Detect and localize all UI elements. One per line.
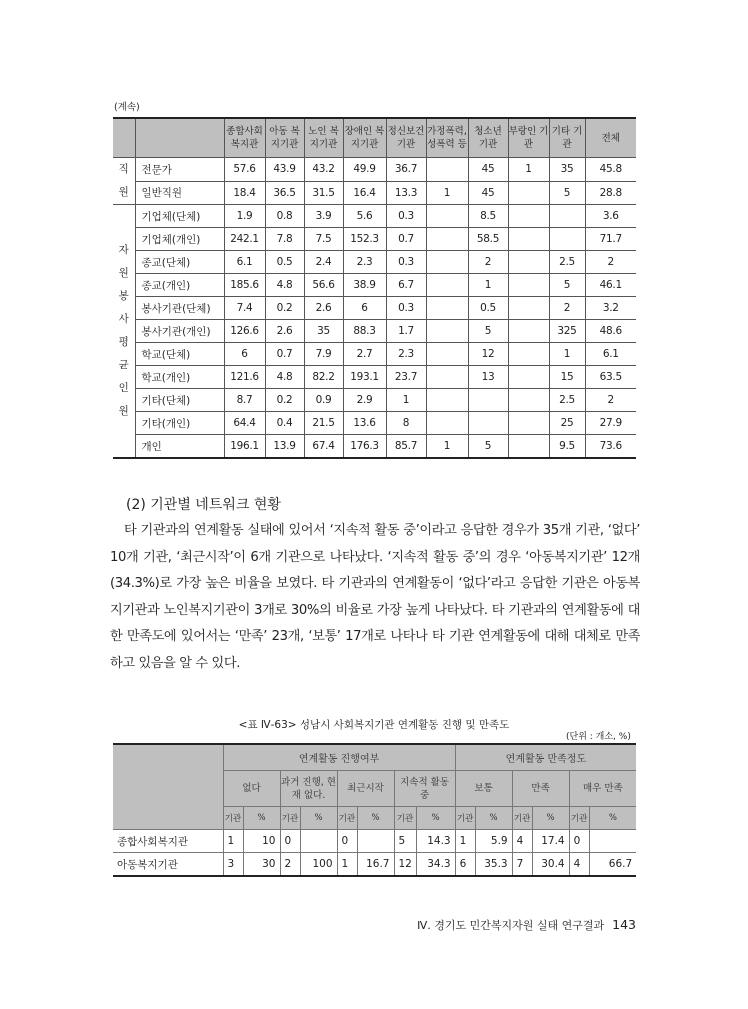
table-cell: 30.4: [532, 853, 569, 877]
footer-chapter: Ⅳ. 경기도 민간복지자원 실태 연구결과: [417, 919, 605, 932]
table-cell: 2.4: [304, 251, 343, 274]
table-cell: 1: [426, 435, 468, 459]
table-cell: 193.1: [343, 366, 386, 389]
table-cell: 0.7: [265, 343, 304, 366]
table-cell: 1: [386, 389, 426, 412]
table-cell: 0: [569, 830, 589, 853]
table-row: [113, 158, 636, 182]
table-row: [113, 343, 636, 366]
group-label: 자원봉사평균인원: [118, 244, 129, 417]
page-number: 143: [612, 917, 636, 932]
table-cell: [426, 343, 468, 366]
table-cell: 126.6: [224, 320, 265, 343]
table-cell: 45: [468, 181, 508, 205]
sub-header: 지속적 활동 중: [394, 771, 455, 807]
table-cell: 12: [394, 853, 416, 877]
group-label: 직원: [118, 163, 129, 198]
table-cell: 1: [337, 853, 357, 877]
row-label: 일반직원: [135, 181, 224, 205]
table-row: [113, 297, 636, 320]
column-header: 아동 복지기관: [265, 118, 304, 158]
table-cell: 121.6: [224, 366, 265, 389]
table-cell: 45: [468, 158, 508, 182]
table-cell: 45.8: [585, 158, 636, 182]
table-cell: 325: [549, 320, 585, 343]
network-satisfaction-table: [113, 743, 636, 877]
table-cell: 35.3: [475, 853, 512, 877]
table-cell: [508, 297, 549, 320]
table-cell: [426, 320, 468, 343]
table-row: [113, 205, 636, 228]
sub-header: 최근시작: [337, 771, 394, 807]
table-cell: 15: [549, 366, 585, 389]
table-cell: 88.3: [343, 320, 386, 343]
table-cell: 3.6: [585, 205, 636, 228]
table-cell: 31.5: [304, 181, 343, 205]
row-label: 학교(개인): [135, 366, 224, 389]
unit-header: %: [243, 807, 280, 830]
table-row: [113, 830, 636, 853]
table-cell: 2.6: [304, 297, 343, 320]
table-cell: 1: [455, 830, 475, 853]
row-label: 기업체(개인): [135, 228, 224, 251]
table-cell: 66.7: [589, 853, 636, 877]
unit-header: %: [589, 807, 636, 830]
table-cell: 23.7: [386, 366, 426, 389]
table-cell: 176.3: [343, 435, 386, 459]
table-cell: 5.6: [343, 205, 386, 228]
table-row: [113, 412, 636, 435]
unit-header: 기관: [569, 807, 589, 830]
table-cell: 6.1: [224, 251, 265, 274]
table-cell: 7: [512, 853, 532, 877]
table-cell: 1: [223, 830, 243, 853]
table-cell: [508, 435, 549, 459]
table-cell: 100: [300, 853, 337, 877]
table-cell: 73.6: [585, 435, 636, 459]
table-cell: 9.5: [549, 435, 585, 459]
table-cell: 242.1: [224, 228, 265, 251]
table-cell: 0.5: [468, 297, 508, 320]
table-cell: [426, 412, 468, 435]
table-cell: 0.3: [386, 205, 426, 228]
table-cell: [508, 181, 549, 205]
table-cell: 1: [468, 274, 508, 297]
column-header: 전체: [585, 118, 636, 158]
table-cell: 14.3: [416, 830, 455, 853]
table-cell: [508, 412, 549, 435]
unit-header: %: [357, 807, 394, 830]
table-cell: 16.4: [343, 181, 386, 205]
table-cell: 43.9: [265, 158, 304, 182]
table-row: [113, 274, 636, 297]
row-label: 학교(단체): [135, 343, 224, 366]
table-cell: [508, 389, 549, 412]
table-cell: 6: [224, 343, 265, 366]
table-cell: 1.9: [224, 205, 265, 228]
column-header: 정신보건 기관: [386, 118, 426, 158]
table-cell: 35: [549, 158, 585, 182]
table-cell: 49.9: [343, 158, 386, 182]
row-label: 봉사기관(단체): [135, 297, 224, 320]
table-cell: 0.2: [265, 389, 304, 412]
table-cell: 48.6: [585, 320, 636, 343]
header-corner: [135, 118, 224, 158]
table-row: [113, 251, 636, 274]
table-cell: 8.7: [224, 389, 265, 412]
table-cell: 5.9: [475, 830, 512, 853]
table-cell: 2: [280, 853, 300, 877]
table-row: [113, 366, 636, 389]
group-label-cell: [113, 158, 135, 205]
table-cell: [468, 412, 508, 435]
table-cell: [508, 205, 549, 228]
table-cell: [468, 389, 508, 412]
table-cell: [426, 228, 468, 251]
table-row: [113, 228, 636, 251]
table-cell: 4: [569, 853, 589, 877]
table-row: [113, 435, 636, 459]
table-cell: 0.3: [386, 297, 426, 320]
table-cell: 185.6: [224, 274, 265, 297]
group-header: 연계활동 만족정도: [455, 744, 636, 771]
table-cell: [589, 830, 636, 853]
table-cell: 34.3: [416, 853, 455, 877]
table-cell: 6.1: [585, 343, 636, 366]
table-cell: 8.5: [468, 205, 508, 228]
column-header: 종합사회 복지관: [224, 118, 265, 158]
table-cell: 1: [549, 343, 585, 366]
table-row: [113, 181, 636, 205]
table-cell: 6: [343, 297, 386, 320]
table-cell: 36.7: [386, 158, 426, 182]
paragraph-text: 타 기관과의 연계활동 실태에 있어서 ‘지속적 활동 중’이라고 응답한 경우가 35개 기관, ‘없다’ 10개 기관, ‘최근시작’이 6개 기관으로 나타났다. ‘지속적 활동 중’의 경우 ‘아동복지기관’ 12개(34.3%)로 가장 높은 비율을 보였다. 타 기관과의 연계활동이 ‘없다’라고 응답한 기관은 아동복지기관과 노인복지기관이 3개로 30%의 비율로 가장 높게 나타났다. 타 기관과의 연계활동에 대한 만족도에 있어서는 ‘만족’ 23개, ‘보통’ 17개로 나타나 타 기관 연계활동에 대해 대체로 만족하고 있음을 알 수 있다.: [110, 523, 640, 671]
table-cell: 82.2: [304, 366, 343, 389]
table-cell: 43.2: [304, 158, 343, 182]
table-cell: [426, 158, 468, 182]
table-cell: 2: [585, 251, 636, 274]
row-label: 전문가: [135, 158, 224, 182]
table-cell: 7.9: [304, 343, 343, 366]
table-row: [113, 853, 636, 877]
sub-header: 과거 진행, 현재 없다.: [280, 771, 337, 807]
table-unit: (단위 : 개소, %): [566, 732, 631, 742]
table-cell: [300, 830, 337, 853]
row-label: 종합사회복지관: [113, 830, 223, 853]
table-cell: 152.3: [343, 228, 386, 251]
unit-header: %: [475, 807, 512, 830]
table-cell: 1.7: [386, 320, 426, 343]
table-cell: 63.5: [585, 366, 636, 389]
table-cell: [426, 274, 468, 297]
column-header: 장애인 복지기관: [343, 118, 386, 158]
table-cell: 2.9: [343, 389, 386, 412]
table-cell: 2.7: [343, 343, 386, 366]
table-cell: [508, 320, 549, 343]
table-cell: 2.3: [386, 343, 426, 366]
sub-header: 매우 만족: [569, 771, 636, 807]
table-cell: 56.6: [304, 274, 343, 297]
table-cell: 196.1: [224, 435, 265, 459]
header-corner: [113, 744, 223, 830]
unit-header: 기관: [455, 807, 475, 830]
table-cell: 13.3: [386, 181, 426, 205]
table-cell: 5: [549, 274, 585, 297]
sub-header: 보통: [455, 771, 512, 807]
table-cell: 5: [468, 435, 508, 459]
table-cell: 1: [426, 181, 468, 205]
table-cell: 5: [549, 181, 585, 205]
table-cell: 2.3: [343, 251, 386, 274]
table-caption: <표 Ⅳ-63> 성남시 사회복지기관 연계활동 진행 및 만족도: [238, 719, 510, 731]
table-cell: 2.5: [549, 389, 585, 412]
table-cell: 64.4: [224, 412, 265, 435]
column-header: 부랑인 기관: [508, 118, 549, 158]
table-cell: [426, 389, 468, 412]
table-cell: [426, 366, 468, 389]
table-cell: 2.5: [549, 251, 585, 274]
table-cell: 12: [468, 343, 508, 366]
table-cell: 21.5: [304, 412, 343, 435]
table-cell: 27.9: [585, 412, 636, 435]
sub-header: 없다: [223, 771, 280, 807]
table-cell: 3: [223, 853, 243, 877]
table-cell: 0: [280, 830, 300, 853]
table-cell: 4.8: [265, 274, 304, 297]
table-cell: 36.5: [265, 181, 304, 205]
unit-header: 기관: [394, 807, 416, 830]
table-cell: 7.8: [265, 228, 304, 251]
table-cell: 0.9: [304, 389, 343, 412]
column-header: 가정폭력, 성폭력 등: [426, 118, 468, 158]
table-cell: [426, 297, 468, 320]
table-cell: 38.9: [343, 274, 386, 297]
table-row: [113, 320, 636, 343]
table-header-row: [113, 118, 636, 158]
table-cell: 0.3: [386, 251, 426, 274]
column-header: 청소년 기관: [468, 118, 508, 158]
table-cell: 10: [243, 830, 280, 853]
table-cell: [549, 205, 585, 228]
table-cell: [508, 343, 549, 366]
table-cell: [508, 228, 549, 251]
unit-header: %: [532, 807, 569, 830]
unit-header: 기관: [512, 807, 532, 830]
table-cell: 0: [337, 830, 357, 853]
row-label: 개인: [135, 435, 224, 459]
unit-header: 기관: [223, 807, 243, 830]
table-cell: [508, 274, 549, 297]
table-cell: [426, 205, 468, 228]
unit-header: %: [300, 807, 337, 830]
row-label: 종교(단체): [135, 251, 224, 274]
table-cell: 4: [512, 830, 532, 853]
sub-header: 만족: [512, 771, 569, 807]
table-cell: 0.8: [265, 205, 304, 228]
column-header: 기타 기관: [549, 118, 585, 158]
table-cell: 3.2: [585, 297, 636, 320]
table-cell: 4.8: [265, 366, 304, 389]
group-label-cell: [113, 205, 135, 459]
table-cell: 71.7: [585, 228, 636, 251]
table-cell: 8: [386, 412, 426, 435]
table-cell: [426, 251, 468, 274]
table-cell: 85.7: [386, 435, 426, 459]
row-label: 기타(개인): [135, 412, 224, 435]
table-cell: 2: [585, 389, 636, 412]
table-cell: 28.8: [585, 181, 636, 205]
table-cell: 5: [468, 320, 508, 343]
header-corner: [113, 118, 135, 158]
table-cell: 0.2: [265, 297, 304, 320]
row-label: 봉사기관(개인): [135, 320, 224, 343]
unit-header: 기관: [337, 807, 357, 830]
continued-label: (계속): [114, 102, 140, 113]
table-cell: 1: [508, 158, 549, 182]
group-header: 연계활동 진행여부: [223, 744, 455, 771]
table-row: [113, 389, 636, 412]
table-cell: 13: [468, 366, 508, 389]
table-cell: 7.5: [304, 228, 343, 251]
table-cell: 13.6: [343, 412, 386, 435]
row-label: 기업체(단체): [135, 205, 224, 228]
table-cell: 35: [304, 320, 343, 343]
section-title: (2) 기관별 네트워크 현황: [126, 497, 281, 513]
table-header-row: [113, 744, 636, 771]
row-label: 아동복지기관: [113, 853, 223, 877]
unit-header: 기관: [280, 807, 300, 830]
table-cell: 18.4: [224, 181, 265, 205]
table-cell: 13.9: [265, 435, 304, 459]
volunteer-staff-table: [113, 117, 636, 459]
table-cell: 6.7: [386, 274, 426, 297]
page-footer: [417, 917, 636, 933]
table-cell: [549, 228, 585, 251]
table-cell: [508, 366, 549, 389]
column-header: 노인 복지기관: [304, 118, 343, 158]
table-cell: 67.4: [304, 435, 343, 459]
row-label: 종교(개인): [135, 274, 224, 297]
table-cell: 5: [394, 830, 416, 853]
row-label: 기타(단체): [135, 389, 224, 412]
table-cell: 2.6: [265, 320, 304, 343]
body-paragraph: [110, 518, 640, 677]
table-cell: 30: [243, 853, 280, 877]
table-cell: 3.9: [304, 205, 343, 228]
table-cell: 17.4: [532, 830, 569, 853]
table-cell: 25: [549, 412, 585, 435]
unit-header: %: [416, 807, 455, 830]
table-cell: 0.5: [265, 251, 304, 274]
table-cell: 2: [549, 297, 585, 320]
table-cell: 6: [455, 853, 475, 877]
table-cell: 58.5: [468, 228, 508, 251]
table-cell: 2: [468, 251, 508, 274]
table-cell: 0.7: [386, 228, 426, 251]
table-cell: [357, 830, 394, 853]
table-cell: 0.4: [265, 412, 304, 435]
table-cell: 16.7: [357, 853, 394, 877]
table-cell: 57.6: [224, 158, 265, 182]
table-cell: 46.1: [585, 274, 636, 297]
table-cell: [508, 251, 549, 274]
table-cell: 7.4: [224, 297, 265, 320]
